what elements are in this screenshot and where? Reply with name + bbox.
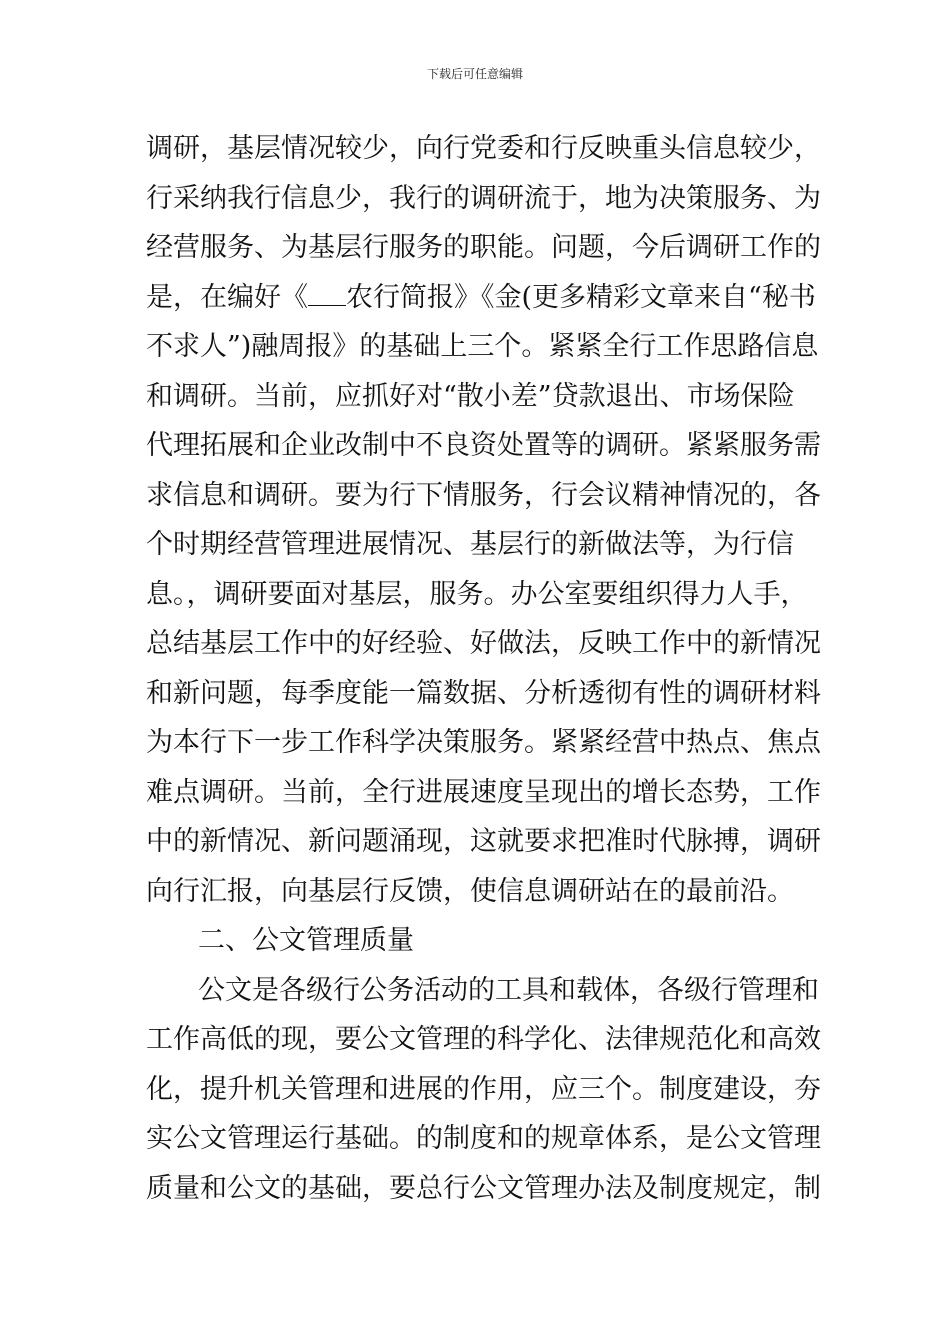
text-line: 中的新情况、新问题涌现，这就要求把准时代脉搏，调研 [146, 826, 821, 857]
text-line: 公文是各级行公务活动的工具和载体，各级行管理和 [198, 974, 819, 1006]
text-segment: 农行简报》《金(更多精彩文章来自“秘书 [346, 281, 816, 313]
text-line: 息。，调研要面对基层，服务。办公室要组织得力人手， [146, 578, 808, 610]
text-line: 不求人”)融周报》的基础上三个。紧紧全行工作思路信息 [146, 331, 819, 362]
text-line: 经营服务、为基层行服务的职能。问题，今后调研工作的 [146, 232, 821, 263]
text-line: 工作高低的现，要公文管理的科学化、法律规范化和高效 [146, 1024, 821, 1055]
text-line: 总结基层工作中的好经验、好做法，反映工作中的新情况 [146, 628, 821, 659]
text-line: 求信息和调研。要为行下情服务，行会议精神情况的，各 [146, 479, 821, 511]
section-heading: 二、公文管理质量 [198, 925, 414, 956]
document-body [146, 124, 821, 1213]
text-line: 向行汇报，向基层行反馈，使信息调研站在的最前沿。 [146, 875, 794, 907]
text-line: 和调研。当前，应抓好对“散小差”贷款退出、市场保险 [146, 380, 795, 412]
page-header: 下载后可任意编辑 [426, 67, 523, 81]
text-line: 个时期经营管理进展情况、基层行的新做法等，为行信 [146, 529, 794, 560]
text-line: 难点调研。当前，全行进展速度呈现出的增长态势，工作 [146, 776, 821, 808]
text-line: 和新问题，每季度能一篇数据、分析透彻有性的调研材料 [146, 677, 821, 709]
text-line: 为本行下一步工作科学决策服务。紧紧经营中热点、焦点 [146, 727, 821, 758]
text-line: 化，提升机关管理和进展的作用，应三个。制度建设，夯 [146, 1073, 821, 1105]
text-line: 代理拓展和企业改制中不良资处置等的调研。紧紧服务需 [146, 430, 821, 461]
text-line: 实公文管理运行基础。的制度和的规章体系，是公文管理 [146, 1123, 821, 1154]
text-line: 质量和公文的基础，要总行公文管理办法及制度规定，制 [146, 1172, 821, 1204]
text-line: 调研，基层情况较少，向行党委和行反映重头信息较少， [146, 133, 821, 164]
text-line: 行采纳我行信息少，我行的调研流于，地为决策服务、为 [146, 182, 821, 214]
text-line-with-blank [146, 273, 816, 323]
fill-in-blank [308, 283, 346, 306]
text-segment: 是，在编好《 [146, 281, 308, 313]
